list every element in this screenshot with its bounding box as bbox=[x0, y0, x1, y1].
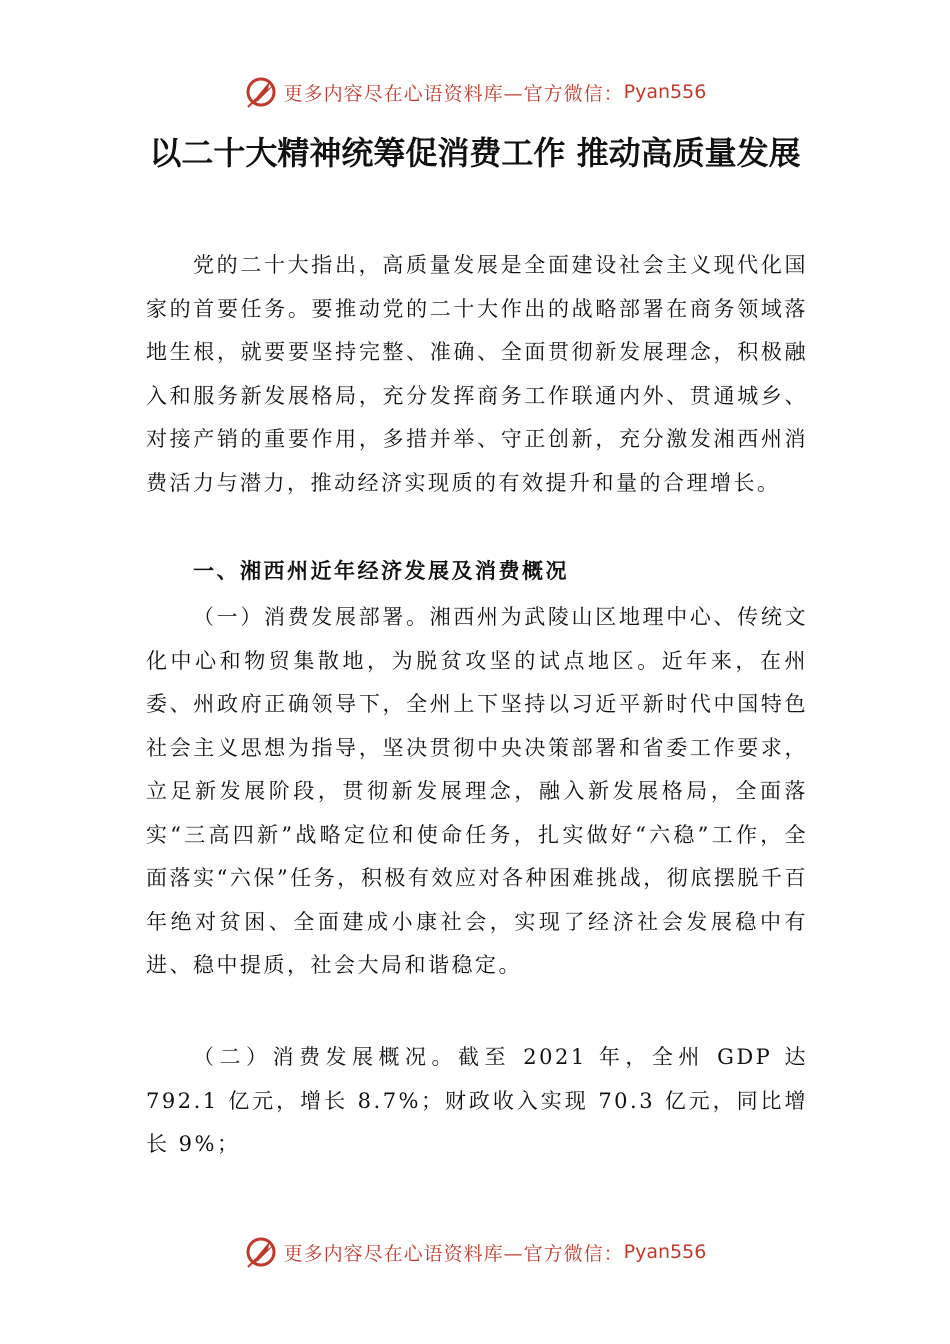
intro-paragraph: 党的二十大指出，高质量发展是全面建设社会主义现代化国家的首要任务。要推动党的二十大作出的战略部署在商务领域落地生根，就要要坚持完整、准确、全面贯彻新发展理念，积极融入和服务新发展格局，充分发挥商务工作联通内外、贯通城乡、对接产销的重要作用，多措并举、守正创新，充分激发湘西州消费活力与潜力，推动经济实现质的有效提升和量的合理增长。 bbox=[146, 253, 808, 495]
banner-text: 更多内容尽在心语资料库—官方微信： bbox=[283, 82, 624, 105]
section-heading: 一、湘西州近年经济发展及消费概况 bbox=[193, 559, 569, 583]
header-watermark-banner bbox=[0, 72, 950, 112]
section-1-paragraph: （一）消费发展部署。湘西州为武陵山区地理中心、传统文化中心和物贸集散地，为脱贫攻坚的试点地区。近年来，在州委、州政府正确领导下，全州上下坚持以习近平新时代中国特色社会主义思想为指导，坚决贯彻中央决策部署和省委工作要求，立足新发展阶段，贯彻新发展理念，融入新发展格局，全面落实“三高四新”战略定位和使命任务，扎实做好“六稳”工作，全面落实“六保”任务，积极有效应对各种困难挑战，彻底摆脱千百年绝对贫困、全面建成小康社会，实现了经济社会发展稳中有进、稳中提质，社会大局和谐稳定。 bbox=[146, 605, 808, 977]
wechat-id: Pyan556 bbox=[623, 81, 707, 103]
document-title: 以二十大精神统筹促消费工作 推动高质量发展 bbox=[149, 134, 801, 172]
wechat-id: Pyan556 bbox=[623, 1241, 707, 1263]
section-2-paragraph: （二）消费发展概况。截至 2021 年，全州 GDP 达 792.1 亿元，增长 8.7%；财政收入实现 70.3 亿元，同比增长 9%； bbox=[146, 1045, 808, 1156]
footer-watermark-banner bbox=[0, 1232, 950, 1272]
quill-pen-circle-icon bbox=[244, 75, 278, 109]
quill-pen-circle-icon bbox=[244, 1235, 278, 1269]
banner-text: 更多内容尽在心语资料库—官方微信： bbox=[283, 1242, 624, 1265]
